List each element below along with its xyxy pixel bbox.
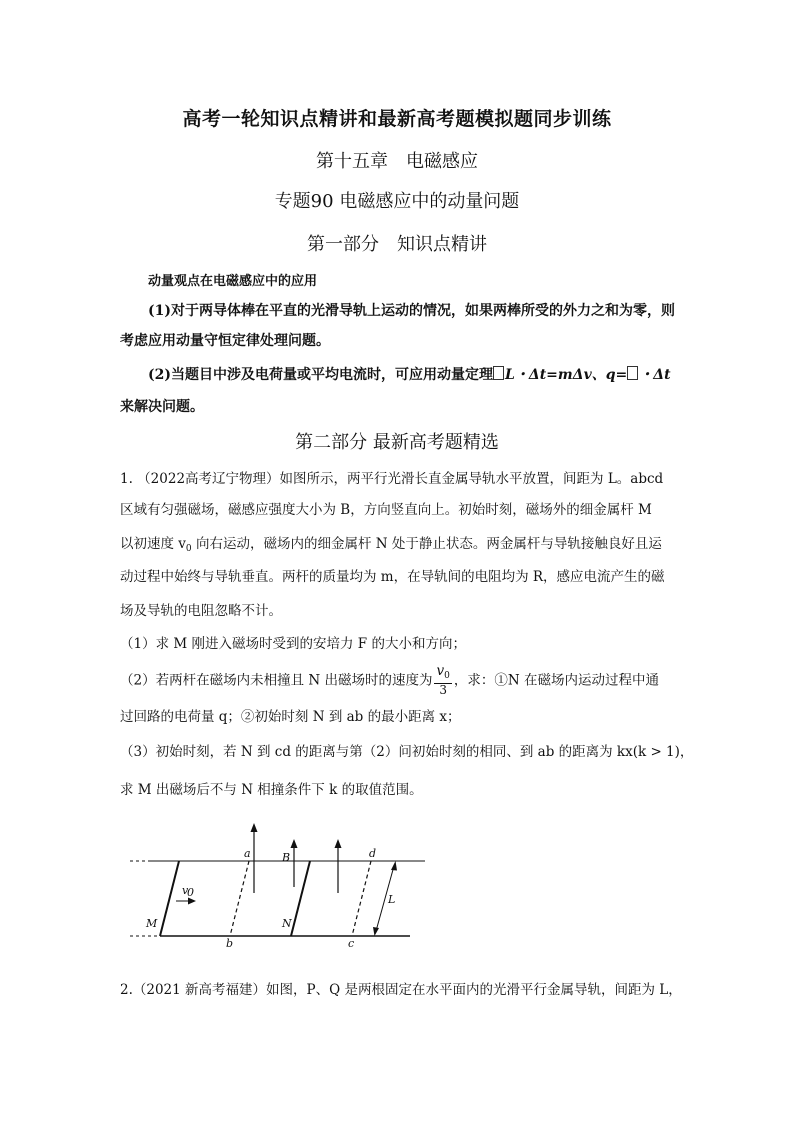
fraction-v0-over-3 (434, 665, 451, 697)
chapter-title: 第十五章 电磁感应 (316, 151, 478, 172)
problem1-q2a: （2）若两杆在磁场内未相撞且 N 出磁场时的速度为 (120, 672, 433, 689)
rails-diagram (120, 815, 440, 950)
problem1-line2: 区域有匀强磁场，磁感应强度大小为 B，方向竖直向上。初始时刻，磁场外的细金属杆 M (120, 502, 652, 518)
knowledge-p2-line1 (148, 364, 671, 384)
width-arrow-bottom (373, 927, 379, 936)
part1-title: 第一部分 知识点精讲 (307, 234, 487, 255)
problem1-line3 (120, 532, 662, 554)
problem1-q2-line2: 过回路的电荷量 q；②初始时刻 N 到 ab 的最小距离 x； (120, 709, 461, 725)
problem1-q3: （3）初始时刻，若 N 到 cd 的距离与第（2）问初始时刻的相同、到 ab 的距离为 kx(k > 1)， (120, 744, 694, 760)
problem1-line4: 动过程中始终与导轨垂直。两杆的质量均为 m，在导轨间的电阻均为 R，感应电流产生的磁 (120, 569, 665, 585)
fraction-numerator-sub: 0 (444, 671, 450, 681)
label-b: b (226, 937, 234, 950)
knowledge-p1-line1: (1)对于两导体棒在平直的光滑导轨上运动的情况，如果两棒所受的外力之和为零，则 (148, 303, 675, 319)
boundary-ab (230, 861, 249, 936)
problem1-q2b: ，求：①N 在磁场内运动过程中通 (453, 672, 659, 689)
knowledge-p2-formula: L・Δt=mΔv、q= (505, 367, 628, 383)
field-arrow-1-head (251, 823, 258, 832)
label-a: a (244, 847, 251, 860)
label-L: L (388, 893, 396, 906)
label-c: c (348, 937, 355, 950)
label-M: M (146, 917, 158, 930)
part2-title: 第二部分 最新高考题精选 (295, 432, 499, 453)
missing-glyph-icon (627, 366, 638, 380)
problem1-line3b: 向右运动，磁场内的细金属杆 N 处于静止状态。两金属杆与导轨接触良好且运 (191, 536, 662, 552)
knowledge-p1-line2: 考虑应用动量守恒定律处理问题。 (120, 333, 330, 349)
label-d: d (369, 847, 377, 860)
knowledge-heading: 动量观点在电磁感应中的应用 (148, 274, 318, 289)
knowledge-p2-line2: 来解决问题。 (120, 399, 204, 415)
rod-M (160, 861, 179, 936)
problem1-line1: 1. （2022高考辽宁物理）如图所示，两平行光滑长直金属导轨水平放置，间距为 L。abcd (120, 471, 664, 487)
fraction-denominator: 3 (439, 683, 447, 697)
missing-glyph-icon (493, 366, 504, 380)
problem1-line5: 场及导轨的电阻忽略不计。 (120, 603, 282, 619)
knowledge-p2-text: (2)当题目中涉及电荷量或平均电流时，可应用动量定理 (148, 367, 493, 383)
boundary-cd (352, 861, 371, 936)
problem1-line3a: 以初速度 v (120, 536, 186, 552)
label-v: v (182, 884, 189, 897)
width-arrow-top (391, 861, 397, 871)
v0-subscript: 0 (185, 544, 192, 554)
label-B: B (282, 851, 291, 864)
label-N: N (282, 917, 292, 930)
label-vsub: 0 (187, 886, 194, 899)
fraction-numerator: v (436, 663, 445, 679)
problem2-line1: 2.（2021 新高考福建）如图，P、Q 是两根固定在水平面内的光滑平行金属导轨，间距为 L， (120, 982, 682, 998)
problem1-q1: （1）求 M 刚进入磁场时受到的安培力 F 的大小和方向； (120, 636, 466, 652)
field-arrow-3-head (335, 839, 342, 848)
knowledge-p2-formula-tail: ・Δt (639, 367, 671, 383)
field-arrow-2-head (291, 839, 298, 848)
problem1-q3-line2: 求 M 出磁场后不与 N 相撞条件下 k 的取值范围。 (120, 782, 423, 798)
main-title: 高考一轮知识点精讲和最新高考题模拟题同步训练 (182, 108, 612, 130)
problem1-q2 (120, 665, 659, 697)
topic-title: 专题90 电磁感应中的动量问题 (274, 191, 520, 212)
